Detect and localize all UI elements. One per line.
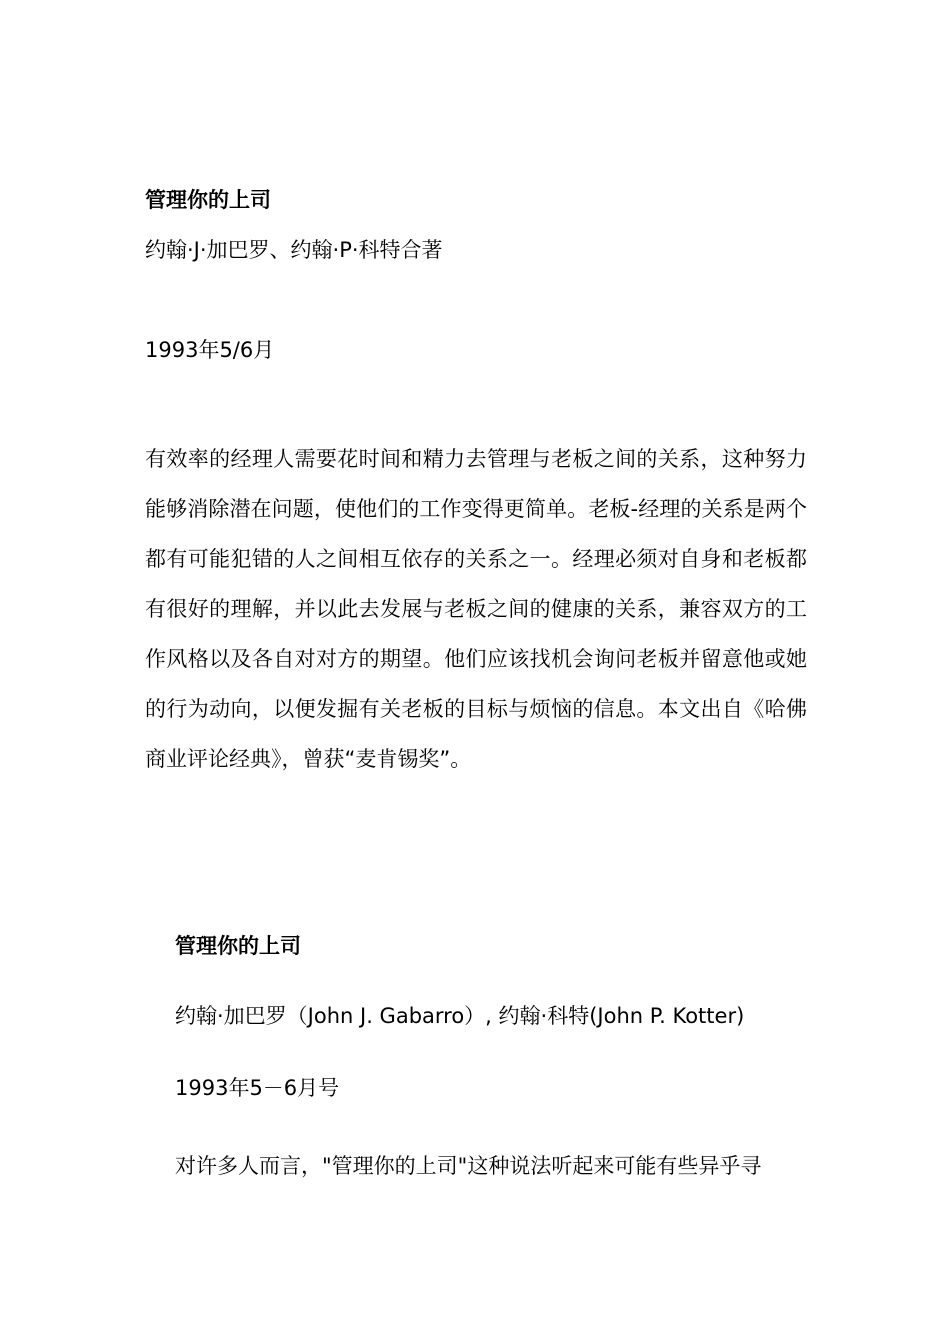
body-text-opening: 对许多人而言，"管理你的上司"这种说法听起来可能有些异乎寻 [175, 1154, 762, 1178]
article-date: 1993年5/6月 [145, 338, 275, 362]
article-issue-date: 1993年5－6月号 [175, 1076, 340, 1100]
article-abstract: 有效率的经理人需要花时间和精力去管理与老板之间的关系，这种努力能够消除潜在问题，使他们的工作变得更简单。老板-经理的关系是两个都有可能犯错的人之间相互依存的关系之一。经理必须对自身和老板都有很好的理解，并以此去发展与老板之间的健康的关系，兼容双方的工作风格以及各自对对方的期望。他们应该找机会询问老板并留意他或她的行为动向，以便发掘有关老板的目标与烦恼的信息。本文出自《哈佛商业评论经典》，曾获“麦肯锡奖”。 [145, 447, 807, 771]
article-title: 管理你的上司 [145, 188, 271, 212]
article-title-repeat: 管理你的上司 [175, 934, 301, 958]
article-authors-english: 约翰·加巴罗（John J. Gabarro）, 约翰·科特(John P. Kotter) [175, 1004, 745, 1028]
article-authors: 约翰·J·加巴罗、约翰·P·科特合著 [145, 238, 443, 262]
